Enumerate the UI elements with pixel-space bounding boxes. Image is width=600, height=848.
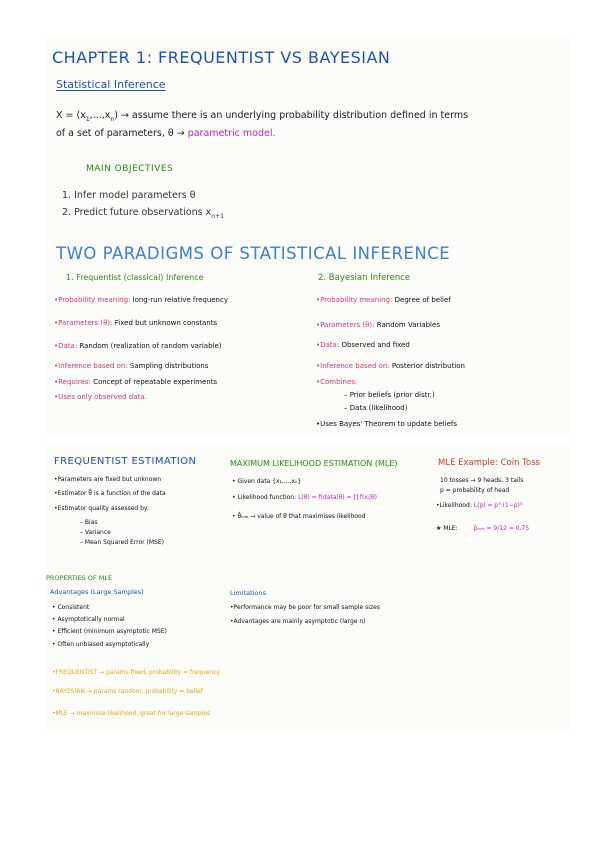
intro-line-1 — [56, 110, 468, 123]
freq-item-3 — [54, 342, 222, 350]
bayes-item-3-key: •Data: — [316, 341, 340, 349]
chapter-section-background — [46, 36, 570, 436]
mle-example-line-4 — [436, 525, 529, 532]
properties-heading: PROPERTIES OF MLE — [46, 574, 113, 582]
freq-item-2-key: •Parameters (θ): — [54, 319, 113, 327]
freq-item-5 — [54, 378, 217, 386]
freq-est-item-3: •Estimator quality assessed by: — [54, 505, 150, 512]
bayes-combine-1: – Prior beliefs (prior distr.) — [344, 391, 435, 399]
summary-mle: •MLE → maximise likelihood, great for large samples — [52, 710, 211, 717]
advantage-3: • Efficient (minimum asymptotic MSE) — [52, 628, 167, 635]
objective-2 — [62, 207, 224, 220]
freq-item-2 — [54, 319, 217, 327]
summary-bayesian: •BAYESIAN → params random, probability = belief — [52, 688, 203, 695]
objectives-heading: MAIN OBJECTIVES — [86, 164, 174, 174]
limitations-heading: Limitations — [230, 589, 266, 597]
advantage-1: • Consistent — [52, 604, 90, 611]
limitation-1: •Performance may be poor for small sample sizes — [230, 604, 380, 611]
bayesian-heading: 2. Bayesian Inference — [318, 273, 411, 283]
summary-frequentist: •FREQUENTIST → params fixed, probability = frequency — [52, 669, 221, 676]
freq-item-4-val: Sampling distributions — [129, 362, 209, 370]
intro-x-prefix: X = (x — [56, 110, 86, 121]
bayes-item-2-val: Random Variables — [376, 321, 440, 329]
freq-est-sub-3: – Mean Squared Error (MSE) — [80, 539, 164, 546]
mle-line-3: • θ̂ₘₗₑ → value of θ that maximises likelihood — [232, 513, 366, 520]
statistical-inference-heading: Statistical Inference — [56, 78, 166, 91]
mle-line-1: • Given data {x₁,...,xₙ} — [232, 478, 302, 485]
freq-item-5-key: •Requires: — [54, 378, 91, 386]
chapter-title: CHAPTER 1: FREQUENTIST VS BAYESIAN — [52, 48, 391, 67]
objective-1: 1. Infer model parameters θ — [62, 190, 196, 201]
intro-sub-n: n — [110, 115, 115, 123]
advantages-heading: Advantages (Large Samples) — [50, 588, 144, 596]
paradigms-heading: TWO PARADIGMS OF STATISTICAL INFERENCE — [56, 244, 451, 263]
coin-mle-result: p̂ₘₗₑ = 9/12 = 0.75 — [473, 525, 530, 532]
mle-line-2-prefix: • Likelihood function: — [232, 494, 297, 501]
bayes-item-1-val: Degree of belief — [394, 296, 451, 304]
bayes-item-1-key: •Probability meaning: — [316, 296, 393, 304]
freq-item-3-key: •Data: — [54, 342, 78, 350]
mle-example-line-3-prefix: •Likelihood: — [436, 502, 472, 509]
likelihood-formula: L(θ) = f(data|θ) = ∏ f(xᵢ|θ) — [298, 494, 377, 501]
mle-example-heading: MLE Example: Coin Toss — [438, 458, 540, 468]
objective-2-text: 2. Predict future observations x — [62, 207, 212, 218]
bayes-item-4 — [316, 362, 465, 370]
objective-2-sub: n+1 — [211, 212, 224, 220]
intro-line-2-text: of a set of parameters, θ → — [56, 128, 185, 139]
freq-estimation-heading: FREQUENTIST ESTIMATION — [54, 456, 197, 467]
freq-item-2-val: Fixed but unknown constants — [114, 319, 218, 327]
intro-line-2 — [56, 128, 276, 139]
advantage-2: • Asymptotically normal — [52, 616, 125, 623]
limitation-2: •Advantages are mainly asymptotic (large n) — [230, 618, 366, 625]
freq-item-1-val: long-run relative frequency — [132, 296, 228, 304]
intro-line-1-rest: ) → assume there is an underlying probability distribution defined in terms — [114, 110, 469, 121]
bayes-item-4-key: •Inference based on: — [316, 362, 390, 370]
intro-x-mid: ,...,x — [89, 110, 111, 121]
mle-line-2 — [232, 494, 377, 501]
bayes-item-2-key: •Parameters (θ): — [316, 321, 375, 329]
coin-likelihood-formula: L(p) = p⁹ (1−p)³ — [473, 502, 523, 509]
advantage-4: • Often unbiased asymptotically — [52, 641, 150, 648]
parametric-model-highlight: parametric model. — [187, 128, 276, 139]
freq-est-sub-2: – Variance — [80, 529, 111, 536]
intro-sub-1: 1 — [85, 115, 90, 123]
freq-item-1 — [54, 296, 228, 304]
bayes-item-4-val: Posterior distribution — [391, 362, 465, 370]
bayes-item-3-val: Observed and fixed — [341, 341, 410, 349]
freq-item-6: •Uses only observed data. — [54, 393, 147, 401]
bayes-item-3 — [316, 341, 410, 349]
mle-example-line-4-prefix: ★ MLE: — [436, 525, 458, 532]
freq-est-item-1: •Parameters are fixed but unknown — [54, 476, 162, 483]
freq-item-1-key: •Probability meaning: — [54, 296, 131, 304]
freq-est-sub-1: – Bias — [80, 519, 98, 526]
bayes-item-2 — [316, 321, 440, 329]
bayes-item-5: •Combines: — [316, 378, 358, 386]
mle-example-line-3 — [436, 502, 522, 509]
freq-item-5-val: Concept of repeatable experiments — [93, 378, 218, 386]
bayes-item-1 — [316, 296, 451, 304]
mle-example-line-1: 10 tosses → 9 heads, 3 tails — [440, 477, 524, 484]
frequentist-heading: 1. Frequentist (classical) Inference — [66, 273, 204, 282]
mle-heading: MAXIMUM LIKELIHOOD ESTIMATION (MLE) — [230, 459, 398, 468]
freq-est-item-2: •Estimator θ̂ is a function of the data — [54, 490, 166, 497]
mle-example-line-2: p = probability of head — [440, 487, 510, 494]
freq-item-3-val: Random (realization of random variable) — [79, 342, 222, 350]
bayes-uses-theorem: •Uses Bayes' Theorem to update beliefs — [316, 420, 457, 428]
freq-item-4-key: •Inference based on: — [54, 362, 128, 370]
bayes-combine-2: – Data (likelihood) — [344, 404, 408, 412]
freq-item-4 — [54, 362, 208, 370]
